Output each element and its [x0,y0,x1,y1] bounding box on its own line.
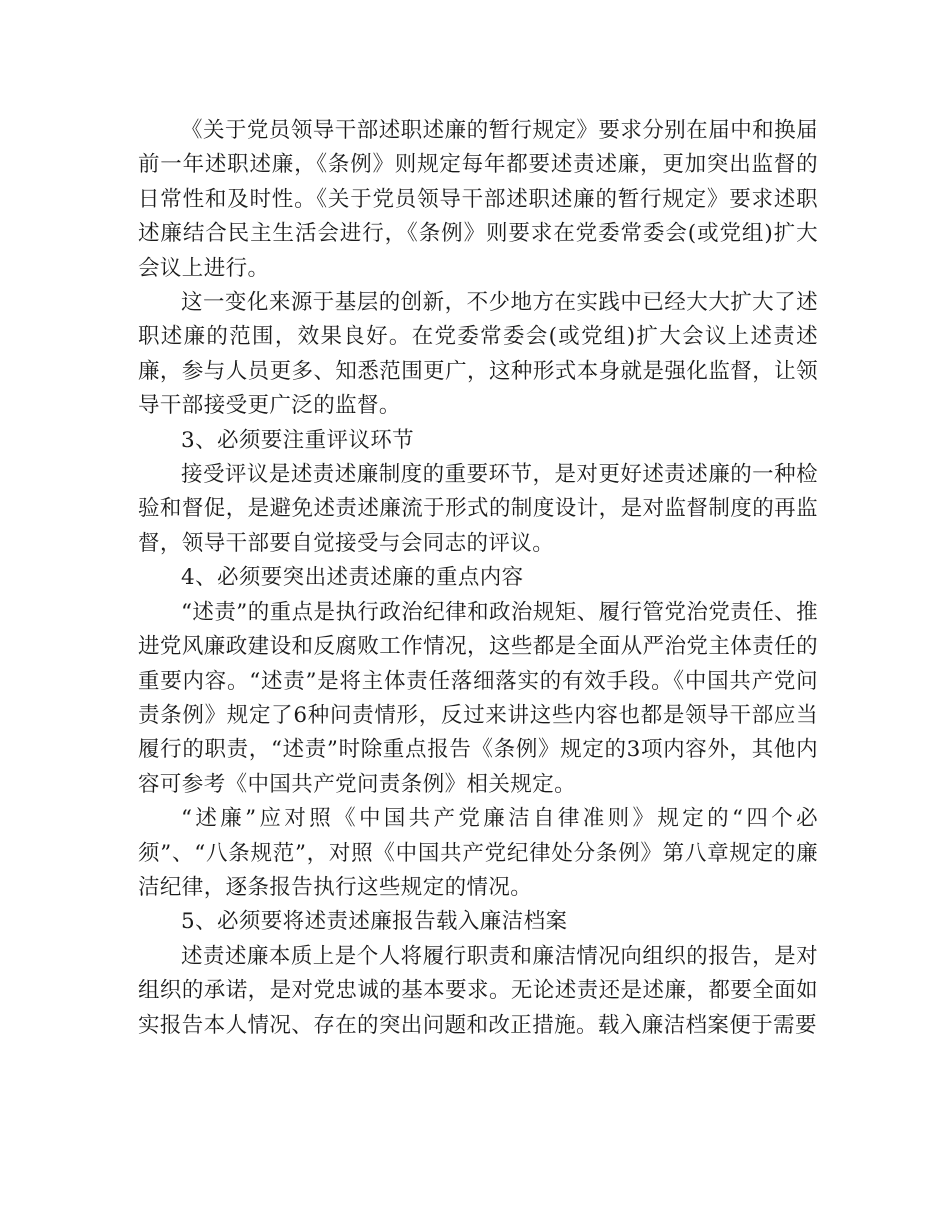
paragraph-integrity-file: 述责述廉本质上是个人将履行职责和廉洁情况向组织的报告，是对组织的承诺，是对党忠诚的基本要求。无论述责还是述廉，都要全面如实报告本人情况、存在的突出问题和改正措施。载入廉洁档案便于需要 [138,943,818,1038]
heading-integrity-file: 5、必须要将述责述廉报告载入廉洁档案 [181,909,568,935]
paragraph-grassroots-innovation: 这一变化来源于基层的创新，不少地方在实践中已经大大扩大了述职述廉的范围，效果良好。在党委常委会(或党组)扩大会议上述责述廉，参与人员更多、知悉范围更广，这种形式本身就是强化监督，让领导干部接受更广泛的监督。 [138,290,818,419]
heading-key-content: 4、必须要突出述责述廉的重点内容 [181,565,524,591]
heading-review-step: 3、必须要注重评议环节 [181,427,415,453]
paragraph-review-step: 接受评议是述责述廉制度的重要环节，是对更好述责述廉的一种检验和督促，是避免述责述廉流于形式的制度设计，是对监督制度的再监督，领导干部要自觉接受与会同志的评议。 [138,462,818,556]
document-body [138,114,818,1043]
paragraph-integrity-report: “述廉”应对照《中国共产党廉洁自律准则》规定的“四个必须”、“八条规范”，对照《中国共产党纪律处分条例》第八章规定的廉洁纪律，逐条报告执行这些规定的情况。 [138,806,818,900]
paragraph-term-comparison: 《关于党员领导干部述职述廉的暂行规定》要求分别在届中和换届前一年述职述廉，《条例》则规定每年都要述责述廉，更加突出监督的日常性和及时性。《关于党员领导干部述职述廉的暂行规定》要求述职述廉结合民主生活会进行，《条例》则要求在党委常委会(或党组)扩大会议上进行。 [138,118,818,281]
paragraph-responsibility-report: “述责”的重点是执行政治纪律和政治规矩、履行管党治党责任、推进党风廉政建设和反腐败工作情况，这些都是全面从严治党主体责任的重要内容。“述责”是将主体责任落细落实的有效手段。《中国共产党问责条例》规定了6种问责情形，反过来讲这些内容也都是领导干部应当履行的职责，“述责”时除重点报告《条例》规定的3项内容外，其他内容可参考《中国共产党问责条例》相关规定。 [138,599,818,797]
